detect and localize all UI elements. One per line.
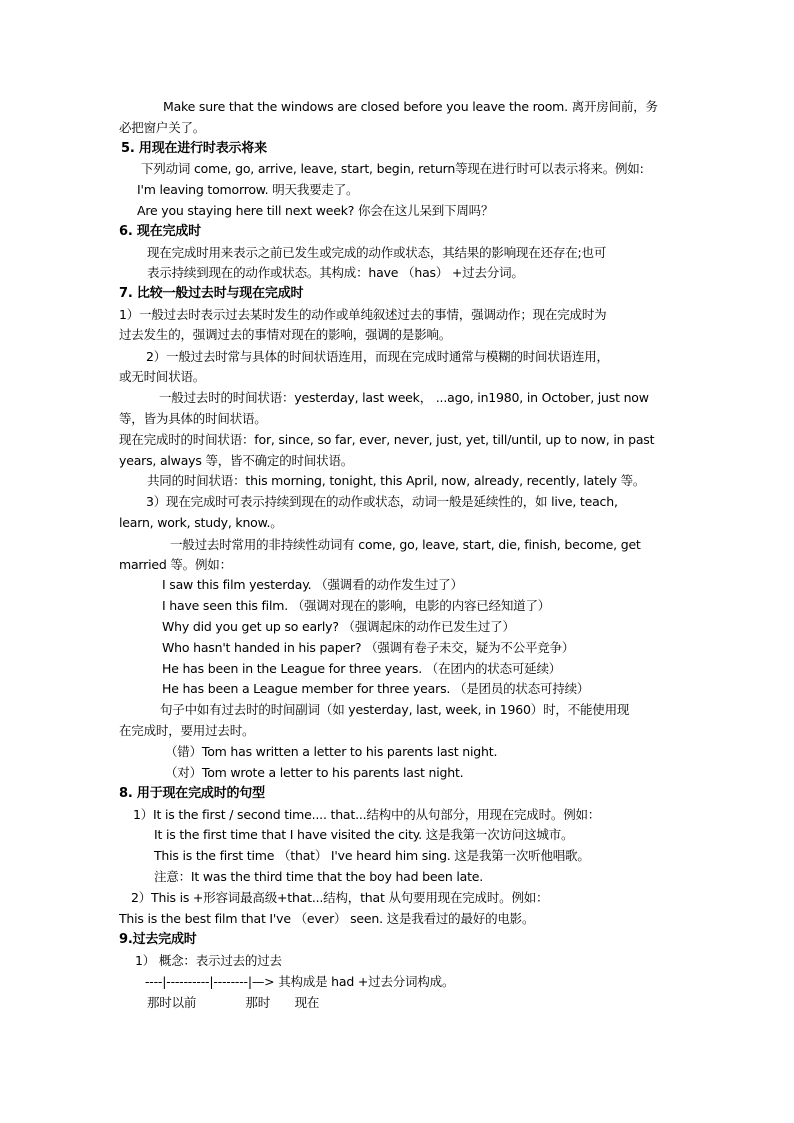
section-heading: 7. 比较一般过去时与现在完成时 xyxy=(119,286,304,301)
paragraph-line: 过去发生的，强调过去的事情对现在的影响，强调的是影响。 xyxy=(119,327,452,342)
example-sentence: Are you staying here till next week? 你会在这儿呆到下周吗？ xyxy=(137,203,494,218)
example-sentence: He has been in the League for three years. （在团内的状态可延续） xyxy=(162,661,562,676)
paragraph-line: 共同的时间状语：this morning, tonight, this April, now, already, recently, lately 等。 xyxy=(147,473,646,488)
paragraph-line: 1）一般过去时表示过去某时发生的动作或单纯叙述过去的事情，强调动作；现在完成时为 xyxy=(119,307,607,322)
paragraph-line: 现在完成时用来表示之前已发生或完成的动作或状态，其结果的影响现在还存在;也可 xyxy=(147,245,607,260)
paragraph-line: 表示持续到现在的动作或状态。其构成：have （has） +过去分词。 xyxy=(147,265,524,280)
paragraph-line: 1） 概念：表示过去的过去 xyxy=(135,953,282,968)
section-heading: 5. 用现在进行时表示将来 xyxy=(121,141,267,156)
example-sentence: I saw this film yesterday. （强调看的动作发生过了） xyxy=(162,577,463,592)
example-sentence: Why did you get up so early? （强调起床的动作已发生过了） xyxy=(162,619,515,634)
paragraph-line: 现在完成时的时间状语：for, since, so far, ever, never, just, yet, till/until, up to now, in past xyxy=(119,432,655,447)
example-sentence: It is the first time that I have visited the city. 这是我第一次访问这城市。 xyxy=(154,827,574,842)
example-sentence: I'm leaving tomorrow. 明天我要走了。 xyxy=(137,182,359,197)
paragraph-line: 2）This is +形容词最高级+that...结构，that 从句要用现在完成时。例如： xyxy=(131,890,549,905)
paragraph-line: 一般过去时的时间状语：yesterday, last week， ...ago, in1980, in October, just now xyxy=(159,390,649,405)
paragraph-line: 等，皆为具体的时间状语。 xyxy=(119,411,267,426)
timeline-labels: 那时以前 那时 现在 xyxy=(147,995,320,1010)
paragraph-line: 必把窗户关了。 xyxy=(119,120,206,135)
section-heading: 9.过去完成时 xyxy=(119,932,197,947)
example-sentence: （对）Tom wrote a letter to his parents last night. xyxy=(165,765,464,780)
paragraph-line: 一般过去时常用的非持续性动词有 come, go, leave, start, die, finish, become, get xyxy=(170,537,641,552)
paragraph-line: Make sure that the windows are closed before you leave the room. 离开房间前，务 xyxy=(163,99,658,114)
paragraph-line: 3）现在完成时可表示持续到现在的动作或状态，动词一般是延续性的，如 live, teach, xyxy=(146,494,618,509)
paragraph-line: married 等。例如： xyxy=(119,557,232,572)
example-sentence: He has been a League member for three years. （是团员的状态可持续） xyxy=(162,681,590,696)
paragraph-line: years, always 等，皆不确定的时间状语。 xyxy=(119,453,354,468)
paragraph-line: 在完成时，要用过去时。 xyxy=(119,723,255,738)
section-heading: 6. 现在完成时 xyxy=(119,224,201,239)
section-heading: 8. 用于现在完成时的句型 xyxy=(119,786,265,801)
example-sentence: 注意：It was the third time that the boy had been late. xyxy=(154,869,484,884)
example-sentence: This is the first time （that） I've heard him sing. 这是我第一次听他唱歌。 xyxy=(154,848,590,863)
example-sentence: This is the best film that I've （ever） seen. 这是我看过的最好的电影。 xyxy=(119,911,535,926)
paragraph-line: learn, work, study, know.。 xyxy=(119,515,283,530)
paragraph-line: 1）It is the first / second time.... that...结构中的从句部分，用现在完成时。例如： xyxy=(133,807,601,822)
paragraph-line: 句子中如有过去时的时间副词（如 yesterday, last, week, in 1960）时，不能使用现 xyxy=(160,702,630,717)
example-sentence: （错）Tom has written a letter to his parents last night. xyxy=(165,744,498,759)
paragraph-line: 下列动词 come, go, arrive, leave, start, begin, return等现在进行时可以表示将来。例如: xyxy=(141,161,644,176)
paragraph-line: 或无时间状语。 xyxy=(119,369,206,384)
timeline-diagram: ----|----------|--------|—> 其构成是 had +过去分词构成。 xyxy=(145,974,455,989)
example-sentence: Who hasn't handed in his paper? （强调有卷子未交，疑为不公平竞争） xyxy=(162,640,575,655)
example-sentence: I have seen this film. （强调对现在的影响，电影的内容已经知道了） xyxy=(162,598,551,613)
paragraph-line: 2）一般过去时常与具体的时间状语连用，而现在完成时通常与模糊的时间状语连用， xyxy=(146,349,609,364)
